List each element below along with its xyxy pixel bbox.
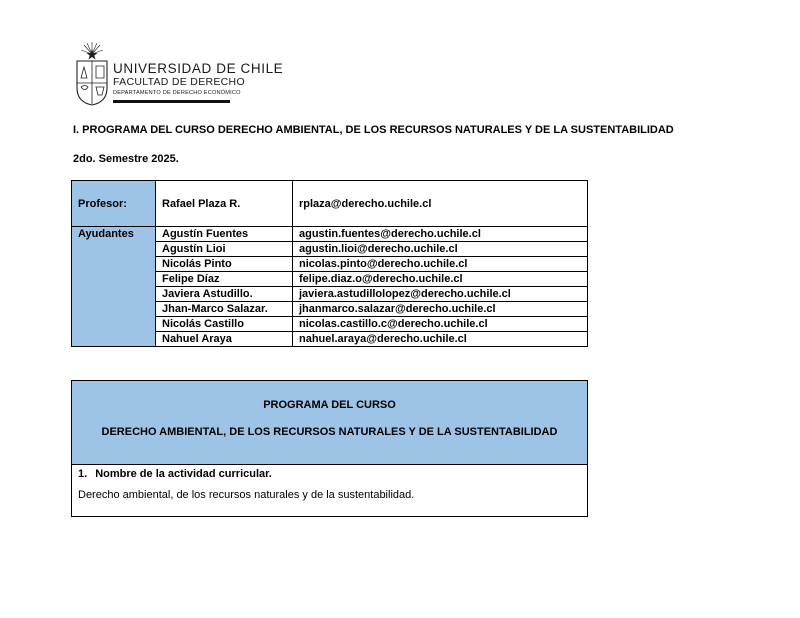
assistant-name: Nicolás Pinto [156, 257, 293, 272]
semester-label: 2do. Semestre 2025. [73, 153, 179, 165]
assistant-email: jhanmarco.salazar@derecho.uchile.cl [293, 302, 588, 317]
assistants-label: Ayudantes [72, 227, 156, 242]
header-rule [113, 100, 230, 103]
assistants-label-cell [72, 287, 156, 302]
program-subtitle: DERECHO AMBIENTAL, DE LOS RECURSOS NATURALES Y DE LA SUSTENTABILIDAD [101, 426, 558, 438]
assistant-name: Agustín Fuentes [156, 227, 293, 242]
assistant-name: Javiera Astudillo. [156, 287, 293, 302]
program-section-row [72, 465, 588, 517]
section-number: 1. [78, 468, 88, 480]
assistants-label-cell [72, 317, 156, 332]
logo-text [113, 62, 283, 98]
program-title: PROGRAMA DEL CURSO [263, 399, 396, 411]
assistant-name: Nahuel Araya [156, 332, 293, 347]
program-header-row [72, 381, 588, 465]
assistants-label-cell [72, 332, 156, 347]
assistant-email: agustin.lioi@derecho.uchile.cl [293, 242, 588, 257]
section-title: Nombre de la actividad curricular. [95, 468, 272, 480]
assistant-name: Felipe Díaz [156, 272, 293, 287]
table-row [72, 302, 588, 317]
program-table [71, 380, 588, 517]
table-row [72, 317, 588, 332]
assistant-email: javiera.astudillolopez@derecho.uchile.cl [293, 287, 588, 302]
program-section [72, 465, 588, 517]
faculty-name: FACULTAD DE DERECHO [113, 76, 245, 88]
assistant-email: felipe.diaz.o@derecho.uchile.cl [293, 272, 588, 287]
section-text: Derecho ambiental, de los recursos naturales y de la sustentabilidad. [78, 489, 415, 501]
table-row [72, 287, 588, 302]
professor-label: Profesor: [72, 181, 156, 227]
table-row [72, 242, 588, 257]
assistant-email: nahuel.araya@derecho.uchile.cl [293, 332, 588, 347]
assistant-name: Agustín Lioi [156, 242, 293, 257]
assistants-label-cell [72, 302, 156, 317]
assistants-label-cell [72, 272, 156, 287]
program-header [72, 381, 588, 465]
section-heading [78, 468, 581, 480]
department-name: DEPARTAMENTO DE DERECHO ECONÓMICO [113, 90, 241, 96]
table-row [72, 332, 588, 347]
professor-name: Rafael Plaza R. [156, 181, 293, 227]
professor-email: rplaza@derecho.uchile.cl [293, 181, 588, 227]
document-heading: I. PROGRAMA DEL CURSO DERECHO AMBIENTAL, DE LOS RECURSOS NATURALES Y DE LA SUSTENTABILIDAD [73, 124, 674, 136]
assistant-email: nicolas.castillo.c@derecho.uchile.cl [293, 317, 588, 332]
table-row [72, 257, 588, 272]
table-row [72, 227, 588, 242]
assistant-name: Nicolás Castillo [156, 317, 293, 332]
staff-table [71, 180, 588, 347]
assistants-label-cell [72, 242, 156, 257]
assistants-label-cell [72, 257, 156, 272]
assistant-name: Jhan-Marco Salazar. [156, 302, 293, 317]
professor-row [72, 181, 588, 227]
table-row [72, 272, 588, 287]
assistant-email: agustin.fuentes@derecho.uchile.cl [293, 227, 588, 242]
university-name: UNIVERSIDAD DE CHILE [113, 61, 284, 76]
assistant-email: nicolas.pinto@derecho.uchile.cl [293, 257, 588, 272]
